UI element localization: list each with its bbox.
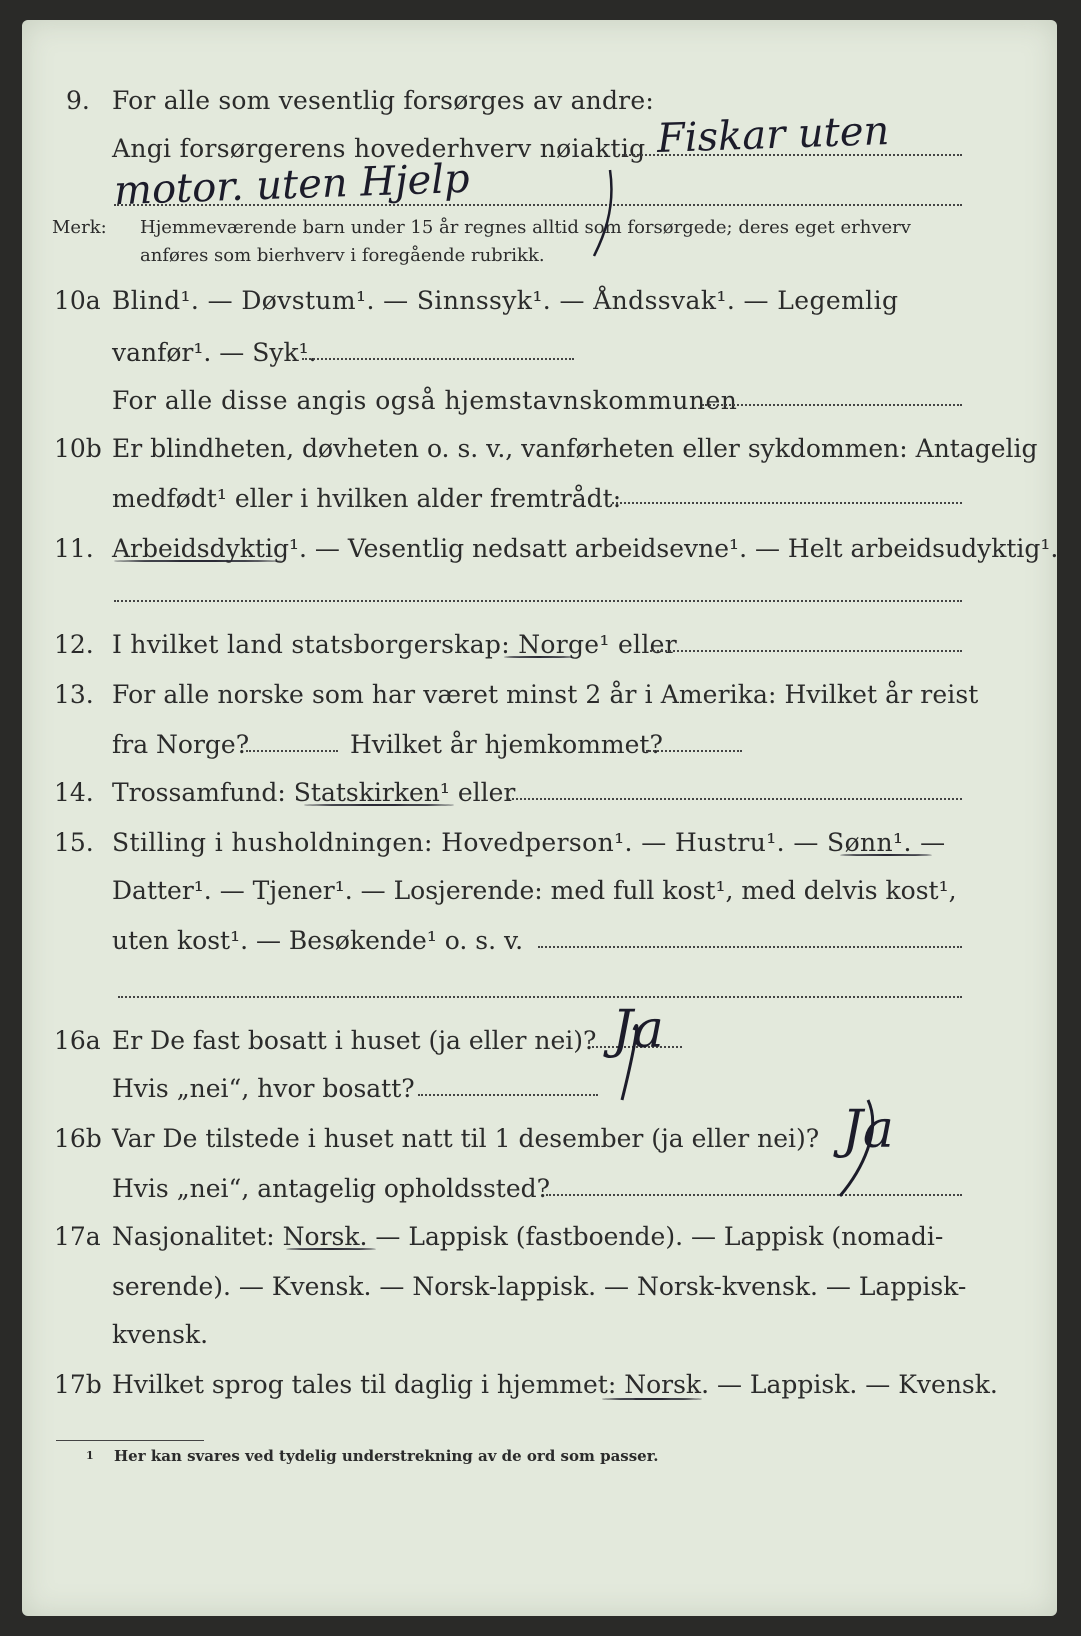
- q17a-line2: serende). — Kvensk. — Norsk-lappisk. — Norsk-kvensk. — Lappisk-: [112, 1272, 967, 1301]
- q17b-number: 17b: [54, 1370, 102, 1399]
- q10a-line1: Blind¹. — Døvstum¹. — Sinnssyk¹. — Åndssvak¹. — Legemlig: [112, 286, 899, 315]
- q16b-line2: Hvis „nei“, antagelig opholdssted?: [112, 1174, 551, 1203]
- q16a-handwritten-answer: Ja: [612, 1000, 664, 1060]
- q16a-number: 16a: [54, 1026, 101, 1055]
- q13-line1: For alle norske som har været minst 2 år i Amerika: Hvilket år reist: [112, 680, 979, 709]
- q9-number: 9.: [66, 86, 90, 115]
- q17a-line1: Nasjonalitet: Norsk. — Lappisk (fastboende). — Lappisk (nomadi-: [112, 1222, 944, 1251]
- footnote-text: Her kan svares ved tydelig understrekning av de ord som passer.: [114, 1447, 659, 1465]
- q9-note-label: Merk:: [52, 217, 107, 238]
- q13-line2b: Hvilket år hjemkommet?: [350, 730, 663, 759]
- q16b-handwritten-answer: Ja: [842, 1100, 894, 1160]
- q11-number: 11.: [54, 534, 94, 563]
- q13-line2a: fra Norge?: [112, 730, 250, 759]
- q16b-number: 16b: [54, 1124, 102, 1153]
- q15-number: 15.: [54, 828, 94, 857]
- q9-note-line1: Hjemmeværende barn under 15 år regnes alltid som forsørgede; deres eget erhverv: [140, 217, 911, 238]
- q10a-line3: For alle disse angis også hjemstavnskommunen: [112, 386, 738, 415]
- q9-handwritten-answer-b: motor. uten Hjelp: [113, 155, 471, 215]
- q15-line2: Datter¹. — Tjener¹. — Losjerende: med full kost¹, med delvis kost¹,: [112, 876, 957, 905]
- q16b-line1: Var De tilstede i huset natt til 1 desember (ja eller nei)?: [112, 1124, 820, 1153]
- census-form-page: [22, 20, 1057, 1616]
- q12-line1: I hvilket land statsborgerskap: Norge¹ eller: [112, 630, 677, 659]
- pen-stroke-9: [594, 170, 611, 256]
- pen-stroke-16b: [840, 1100, 873, 1196]
- q9-line2: Angi forsørgerens hovederhverv nøiaktig: [112, 134, 646, 163]
- q10a-line2: vanfør¹. — Syk¹.: [112, 338, 317, 367]
- q13-number: 13.: [54, 680, 94, 709]
- q17b-line1: Hvilket sprog tales til daglig i hjemmet: Norsk. — Lappisk. — Kvensk.: [112, 1370, 998, 1399]
- q14-line1: Trossamfund: Statskirken¹ eller: [112, 778, 516, 807]
- q9-handwritten-answer-a: Fiskar uten: [656, 107, 890, 163]
- q14-number: 14.: [54, 778, 94, 807]
- footnote-mark: 1: [86, 1449, 94, 1462]
- q10b-number: 10b: [54, 434, 102, 463]
- q9-note-line2: anføres som bierhverv i foregående rubrikk.: [140, 245, 545, 266]
- q11-line1: Arbeidsdyktig¹. — Vesentlig nedsatt arbeidsevne¹. — Helt arbeidsudyktig¹.: [112, 534, 1059, 563]
- q10b-line2: medfødt¹ eller i hvilken alder fremtrådt:: [112, 484, 622, 513]
- pen-stroke-16a: [622, 1025, 637, 1100]
- q9-line1: For alle som vesentlig forsørges av andre:: [112, 86, 654, 115]
- q10a-number: 10a: [54, 286, 101, 315]
- q16a-line1: Er De fast bosatt i huset (ja eller nei)?: [112, 1026, 597, 1055]
- q17a-number: 17a: [54, 1222, 101, 1251]
- handwriting-strokes: [22, 20, 1057, 1616]
- q12-number: 12.: [54, 630, 94, 659]
- q10b-line1: Er blindheten, døvheten o. s. v., vanførheten eller sykdommen: Antagelig: [112, 434, 1038, 463]
- q17a-line3: kvensk.: [112, 1320, 209, 1349]
- q15-line1: Stilling i husholdningen: Hovedperson¹. — Hustru¹. — Sønn¹. —: [112, 828, 946, 857]
- q15-line3: uten kost¹. — Besøkende¹ o. s. v.: [112, 926, 524, 955]
- q16a-line2: Hvis „nei“, hvor bosatt?: [112, 1074, 415, 1103]
